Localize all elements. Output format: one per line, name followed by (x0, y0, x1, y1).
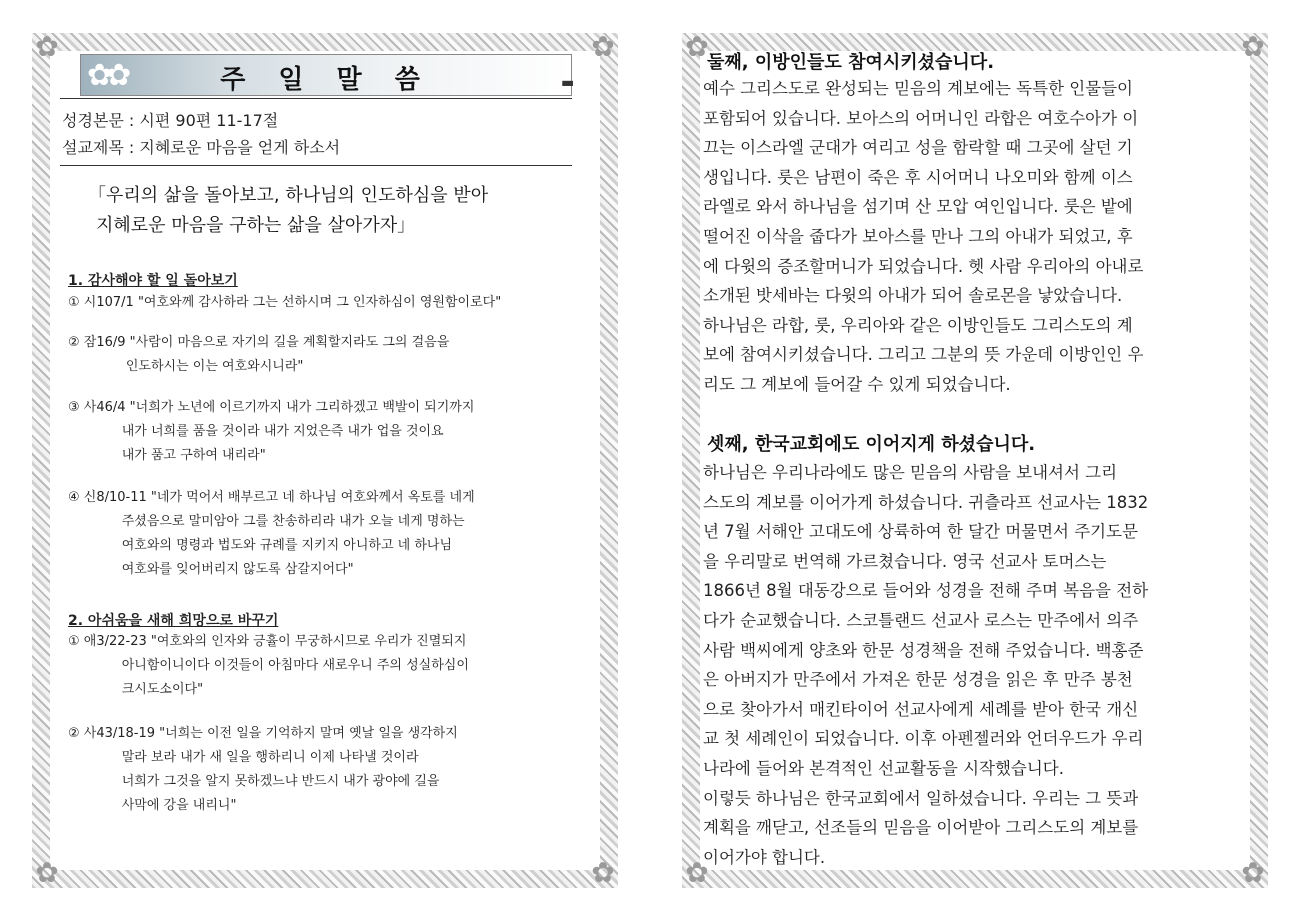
paragraph-line: 나라에 들어와 본격적인 선교활동을 시작했습니다. (703, 758, 1064, 778)
paragraph-third (703, 458, 1241, 872)
paragraph-line: 포함되어 있습니다. 보아스의 어머니인 라합은 여호수아가 이 (703, 108, 1139, 128)
paragraph-line: 다가 순교했습니다. 스코틀랜드 선교사 로스는 만주에서 의주 (703, 610, 1139, 630)
paragraph-line: 예수 그리스도로 완성되는 믿음의 계보에는 독특한 인물들이 (703, 79, 1133, 98)
verse-item: ② 잠16/9 "사람이 마음으로 자기의 길을 계획할지라도 그의 걸음을 인도하시는 이는 여호와시니라" (68, 335, 450, 374)
paragraph-line: 생입니다. 룻은 남편이 죽은 후 시어머니 나오미와 함께 이스 (703, 167, 1133, 187)
paragraph-line: 스도의 계보를 이어가게 하셨습니다. 귀츨라프 선교사는 1832 (703, 492, 1149, 512)
flower-corner-icon: ✿ (685, 30, 709, 63)
heading-second: 둘째, 이방인들도 참여시키셨습니다. (707, 52, 995, 73)
paragraph-line: 하나님은 우리나라에도 많은 믿음의 사람을 보내셔서 그리 (703, 463, 1118, 482)
paragraph-line: 이어가야 합니다. (703, 847, 826, 867)
paragraph-line: 교 첫 세례인이 되었습니다. 이후 아펜젤러와 언더우드가 우리 (703, 729, 1144, 749)
divider (60, 98, 572, 99)
paragraph-line: 보에 참여시키셨습니다. 그리고 그분의 뜻 가운데 이방인인 우 (703, 345, 1144, 365)
section-heading-1: 1. 감사해야 할 일 돌아보기 (68, 273, 238, 289)
paragraph-line: 계획을 깨닫고, 선조들의 믿음을 이어받아 그리스도의 계보를 (703, 818, 1139, 838)
paragraph-line: 떨어진 이삭을 줍다가 보아스를 만나 그의 아내가 되었고, 후 (703, 226, 1133, 246)
paragraph-line: 소개된 밧세바는 다윗의 아내가 되어 솔로몬을 낳았습니다. (703, 286, 1123, 306)
verse-item: ③ 사46/4 "너희가 노년에 이르기까지 내가 그리하겠고 백발이 되기까지 내가 너희를 품을 것이라 내가 지었은즉 내가 업을 것이요 내가 품고 구하여 내리라" (68, 400, 475, 463)
flower-corner-icon: ✿ (35, 30, 59, 63)
flower-corner-icon: ✿ (35, 856, 59, 889)
page-title: 주 일 말 씀 (220, 65, 432, 95)
verse-item: ① 시107/1 "여호와께 감사하라 그는 선하시며 그 인자하심이 영원함이로다" (68, 295, 502, 310)
flower-corner-icon: ✿ (1241, 30, 1265, 63)
paragraph-line: 하나님은 라합, 룻, 우리아와 같은 이방인들도 그리스도의 계 (703, 315, 1133, 335)
paragraph-line: 에 다윗의 증조할머니가 되었습니다. 헷 사람 우리아의 아내로 (703, 256, 1144, 276)
theme-line-1: 「우리의 삶을 돌아보고, 하나님의 인도하심을 받아 (88, 185, 489, 206)
paragraph-line: 으로 찾아가서 매킨타이어 선교사에게 세례를 받아 한국 개신 (703, 699, 1139, 719)
verse-item: ① 애3/22-23 "여호와의 인자와 긍휼이 무궁하시므로 우리가 진멸되지 아니함이니이다 이것들이 아침마다 새로우니 주의 성실하심이 크시도소이다" (68, 634, 469, 697)
title-banner (80, 54, 575, 96)
flower-corner-icon: ✿ (1241, 856, 1265, 889)
paragraph-line: 은 아버지가 만주에서 가져온 한문 성경을 읽은 후 만주 봉천 (703, 670, 1133, 690)
divider (60, 165, 572, 166)
dash-mark: ▬ (561, 75, 575, 91)
paragraph-line: 년 7월 서해안 고대도에 상륙하여 한 달간 머물면서 주기도문 (703, 522, 1138, 542)
section-heading-2: 2. 아쉬움을 새해 희망으로 바꾸기 (68, 613, 279, 629)
sermon-title: 설교제목 : 지혜로운 마음을 얻게 하소서 (62, 138, 341, 157)
paragraph-line: 끄는 이스라엘 군대가 여리고 성을 함락할 때 그곳에 살던 기 (703, 138, 1133, 158)
verse-item: ④ 신8/10-11 "네가 먹어서 배부르고 네 하나님 여호와께서 옥토를 네게 주셨음으로 말미암아 그를 찬송하리라 내가 오늘 네게 명하는 여호와의 명령과 법도와 규례를 지키지 아니하고 네 하나님 여호와를 잊어버리지 않도록 삼갈지어다" (68, 490, 475, 577)
flower-corner-icon: ✿ (685, 856, 709, 889)
paragraph-line: 이렇듯 하나님은 한국교회에서 일하셨습니다. 우리는 그 뜻과 (703, 788, 1139, 808)
paragraph-line: 리도 그 계보에 들어갈 수 있게 되었습니다. (703, 374, 1011, 394)
bible-text: 성경본문 : 시편 90편 11-17절 (62, 111, 279, 130)
paragraph-line: 을 우리말로 번역해 가르쳤습니다. 영국 선교사 토머스는 (703, 551, 1107, 571)
verse-item: ② 사43/18-19 "너희는 이전 일을 기억하지 말며 옛날 일을 생각하지 말라 보라 내가 새 일을 행하리니 이제 나타낼 것이라 너희가 그것을 알지 못하겠느냐 반드시 내가 광야에 길을 사막에 강을 내리니" (68, 726, 458, 813)
heading-third: 셋째, 한국교회에도 이어지게 하셨습니다. (707, 434, 1036, 455)
paragraph-line: 사람 백씨에게 양초와 한문 성경책을 전해 주었습니다. 백홍준 (703, 640, 1144, 660)
theme-line-2: 지혜로운 마음을 구하는 삶을 살아가자」 (96, 215, 416, 236)
paragraph-line: 1866년 8월 대동강으로 들어와 성경을 전해 주며 복음을 전하 (703, 581, 1149, 601)
daisy-icon: ✿✿ (87, 58, 126, 93)
flower-corner-icon: ✿ (591, 856, 615, 889)
paragraph-second (703, 74, 1241, 400)
flower-corner-icon: ✿ (591, 30, 615, 63)
paragraph-line: 라엘로 와서 하나님을 섬기며 산 모압 여인입니다. 룻은 밭에 (703, 197, 1133, 217)
